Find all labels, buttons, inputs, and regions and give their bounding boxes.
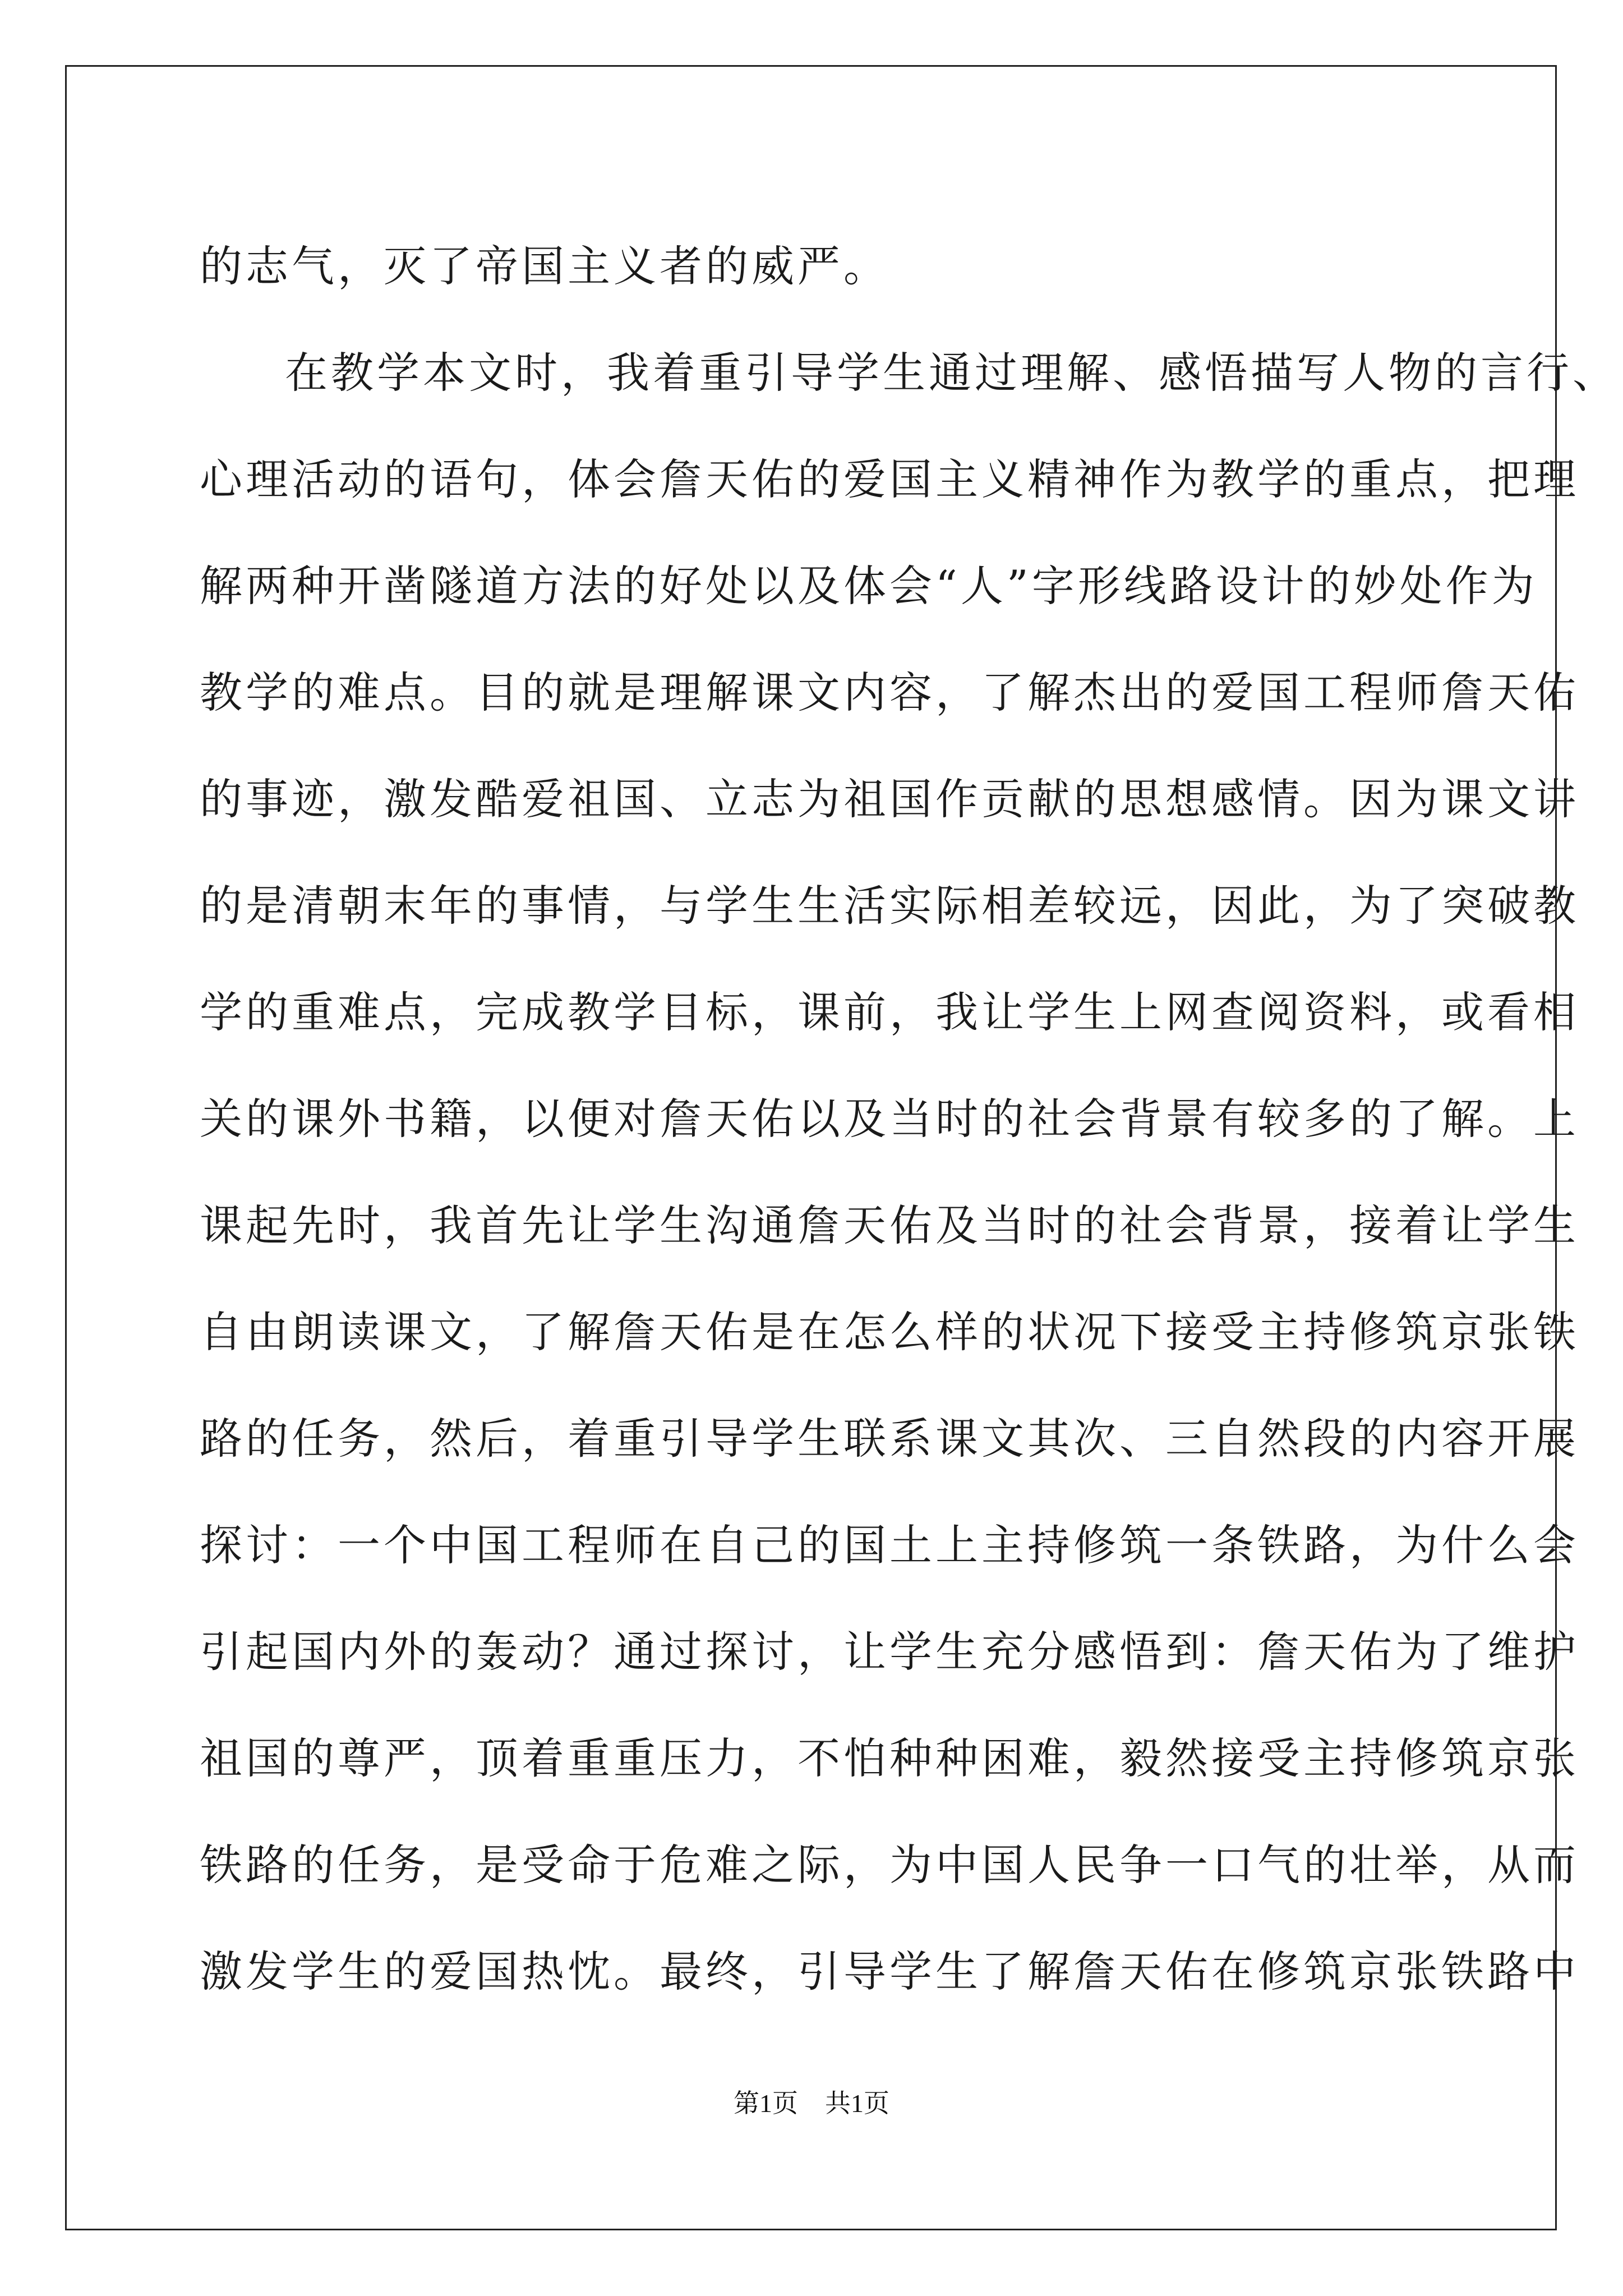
text-line-1: 的志气，灭了帝国主义者的威严。 [200, 241, 889, 291]
text-line-11: 自由朗读课文，了解詹天佑是在怎么样的状况下接受主持修筑京张铁 [200, 1307, 1579, 1357]
document-body [200, 213, 1619, 2025]
text-line-10: 课起先时，我首先让学生沟通詹天佑及当时的社会背景，接着让学生 [200, 1200, 1579, 1250]
text-line-4: 解两种开凿隧道方法的好处以及体会“人”字形线路设计的妙处作为 [200, 561, 1538, 611]
text-line-13: 探讨：一个中国工程师在自己的国土上主持修筑一条铁路，为什么会 [200, 1520, 1579, 1570]
page-footer [0, 2087, 1623, 2120]
text-line-12: 路的任务，然后，着重引导学生联系课文其次、三自然段的内容开展 [200, 1414, 1579, 1464]
text-line-17: 激发学生的爱国热忱。最终，引导学生了解詹天佑在修筑京张铁路中 [200, 1947, 1579, 1996]
page-number-total: 共1页 [825, 2089, 889, 2118]
text-line-6: 的事迹，激发酷爱祖国、立志为祖国作贡献的思想感情。因为课文讲 [200, 774, 1579, 824]
page-number-current: 第1页 [734, 2089, 798, 2118]
text-line-5: 教学的难点。目的就是理解课文内容，了解杰出的爱国工程师詹天佑 [200, 668, 1579, 717]
text-line-14: 引起国内外的轰动？通过探讨，让学生充分感悟到：詹天佑为了维护 [200, 1627, 1579, 1677]
text-line-8: 学的重难点，完成教学目标，课前，我让学生上网查阅资料，或看相 [200, 987, 1579, 1037]
text-line-2: 在教学本文时，我着重引导学生通过理解、感悟描写人物的言行、 [285, 348, 1619, 398]
text-line-15: 祖国的尊严，顶着重重压力，不怕种种困难，毅然接受主持修筑京张 [200, 1733, 1579, 1783]
text-line-3: 心理活动的语句，体会詹天佑的爱国主义精神作为教学的重点，把理 [200, 454, 1579, 504]
text-line-16: 铁路的任务，是受命于危难之际，为中国人民争一口气的壮举，从而 [200, 1840, 1579, 1890]
text-line-9: 关的课外书籍，以便对詹天佑以及当时的社会背景有较多的了解。上 [200, 1094, 1579, 1144]
text-line-7: 的是清朝末年的事情，与学生生活实际相差较远，因此，为了突破教 [200, 881, 1579, 931]
